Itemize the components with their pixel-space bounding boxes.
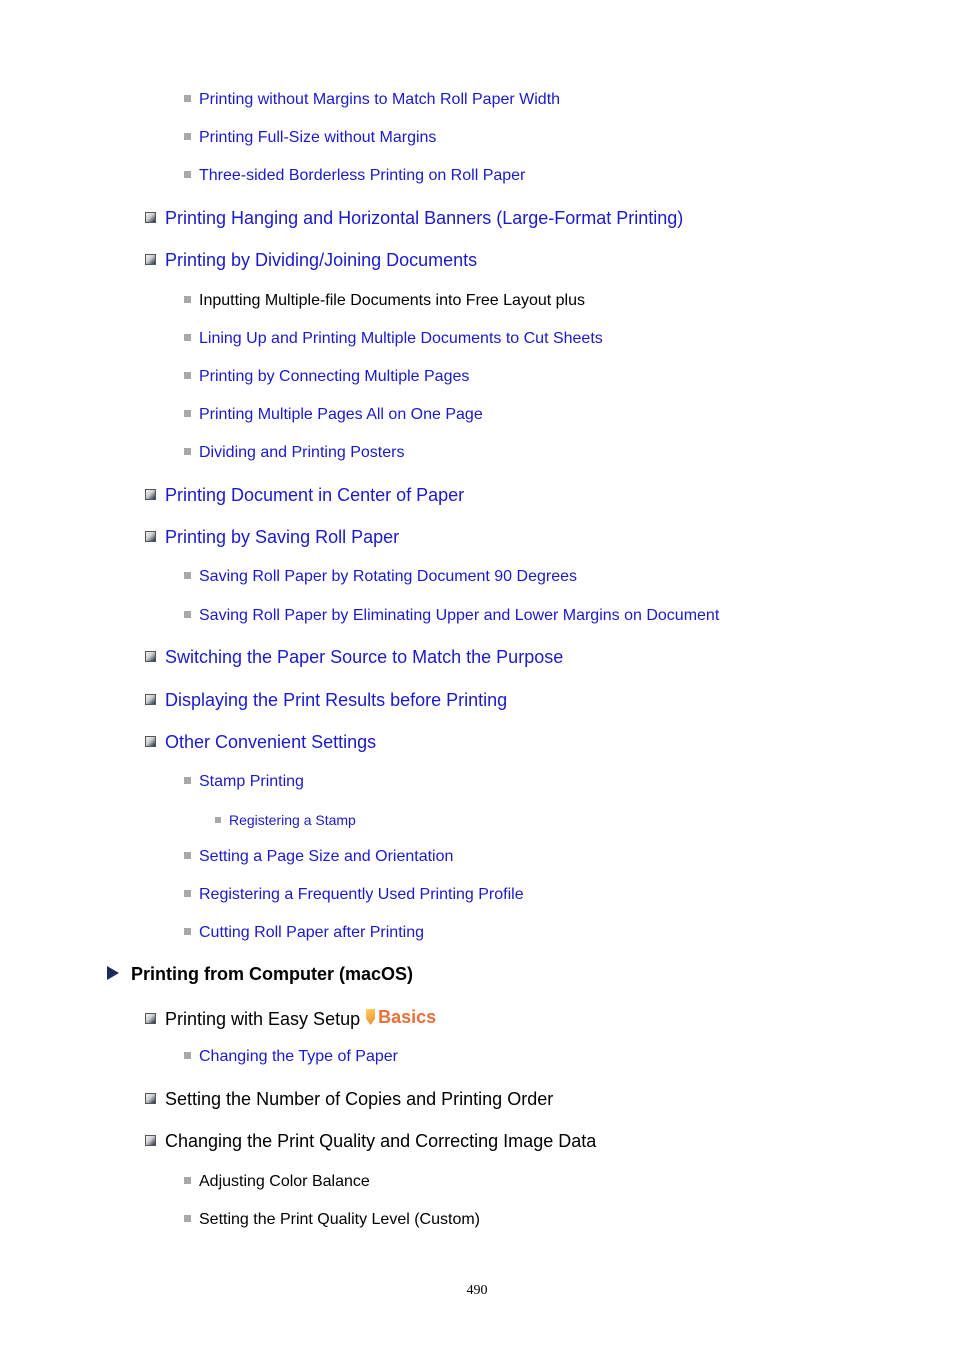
toc-link[interactable]: Registering a Frequently Used Printing Profile: [199, 886, 524, 903]
framed-square-bullet-icon: [145, 651, 156, 662]
toc-link[interactable]: Changing the Type of Paper: [199, 1048, 398, 1065]
toc-item[interactable]: [184, 407, 483, 423]
toc-item[interactable]: [184, 849, 453, 865]
framed-square-bullet-icon: [145, 212, 156, 223]
page-number: 490: [466, 1283, 488, 1298]
toc-text: Setting the Print Quality Level (Custom): [199, 1211, 481, 1228]
toc-item[interactable]: [145, 486, 464, 504]
toc-link[interactable]: Printing Multiple Pages All on One Page: [199, 406, 483, 423]
arrow-right-icon: [107, 966, 119, 980]
toc-item[interactable]: [145, 209, 683, 227]
toc-item[interactable]: [184, 925, 424, 941]
toc-link[interactable]: Printing without Margins to Match Roll Paper Width: [199, 91, 561, 108]
square-bullet-icon: [184, 95, 191, 102]
toc-item[interactable]: [184, 887, 524, 903]
toc-link[interactable]: Cutting Roll Paper after Printing: [199, 924, 424, 941]
toc-text: Inputting Multiple-file Documents into Free Layout plus: [199, 292, 585, 309]
toc-link[interactable]: Setting a Page Size and Orientation: [199, 848, 454, 865]
section-title: Printing from Computer (macOS): [131, 964, 414, 984]
toc-section-heading: [107, 965, 413, 983]
toc-text: Adjusting Color Balance: [199, 1173, 370, 1190]
toc-item[interactable]: [184, 569, 577, 585]
square-bullet-icon: [184, 777, 191, 784]
toc-item[interactable]: [184, 608, 719, 624]
toc-item[interactable]: [184, 331, 603, 347]
square-bullet-icon: [184, 171, 191, 178]
toc-item[interactable]: [145, 691, 507, 709]
toc-item[interactable]: [145, 251, 477, 269]
toc-link[interactable]: Stamp Printing: [199, 773, 304, 790]
framed-square-bullet-icon: [145, 736, 156, 747]
toc-link[interactable]: Switching the Paper Source to Match the Purpose: [165, 647, 564, 667]
square-bullet-icon: [215, 817, 221, 823]
square-bullet-icon: [184, 334, 191, 341]
square-bullet-icon: [184, 852, 191, 859]
toc-item[interactable]: [184, 774, 304, 790]
toc-item[interactable]: [184, 369, 469, 385]
toc-item[interactable]: [184, 445, 404, 461]
toc-link[interactable]: Displaying the Print Results before Printing: [165, 690, 508, 710]
toc-item[interactable]: [184, 130, 436, 146]
square-bullet-icon: [184, 1052, 191, 1059]
toc-item[interactable]: [184, 168, 525, 184]
toc-link[interactable]: Printing by Saving Roll Paper: [165, 527, 400, 547]
toc-link[interactable]: Printing Hanging and Horizontal Banners (Large-Format Printing): [165, 208, 684, 228]
toc-link[interactable]: Three-sided Borderless Printing on Roll Paper: [199, 167, 526, 184]
framed-square-bullet-icon: [145, 1093, 156, 1104]
framed-square-bullet-icon: [145, 694, 156, 705]
toc-text: Setting the Number of Copies and Printing Order: [165, 1089, 554, 1109]
framed-square-bullet-icon: [145, 254, 156, 265]
square-bullet-icon: [184, 1215, 191, 1222]
toc-link[interactable]: Registering a Stamp: [229, 812, 356, 828]
square-bullet-icon: [184, 133, 191, 140]
toc-item[interactable]: [145, 733, 376, 751]
toc-item[interactable]: [145, 528, 399, 546]
toc-item: [145, 1132, 596, 1150]
toc-link[interactable]: Dividing and Printing Posters: [199, 444, 405, 461]
toc-item: [184, 1212, 480, 1228]
toc-item: [145, 1008, 436, 1028]
toc-text: Changing the Print Quality and Correcting Image Data: [165, 1131, 597, 1151]
square-bullet-icon: [184, 372, 191, 379]
toc-item: [184, 1174, 370, 1190]
toc-item[interactable]: [184, 92, 560, 108]
square-bullet-icon: [184, 890, 191, 897]
toc-link[interactable]: Printing Full-Size without Margins: [199, 129, 437, 146]
toc-link[interactable]: Printing by Connecting Multiple Pages: [199, 368, 470, 385]
square-bullet-icon: [184, 928, 191, 935]
square-bullet-icon: [184, 1177, 191, 1184]
toc-link[interactable]: Saving Roll Paper by Eliminating Upper and Lower Margins on Document: [199, 607, 720, 624]
toc-item: [145, 1090, 553, 1108]
basics-badge: [366, 1008, 436, 1026]
framed-square-bullet-icon: [145, 1135, 156, 1146]
toc-item[interactable]: [215, 813, 356, 827]
badge-label: Basics: [378, 1007, 437, 1027]
toc-item[interactable]: [184, 1049, 398, 1065]
framed-square-bullet-icon: [145, 489, 156, 500]
toc-link[interactable]: Saving Roll Paper by Rotating Document 90 Degrees: [199, 568, 577, 585]
toc-link[interactable]: Lining Up and Printing Multiple Documents to Cut Sheets: [199, 330, 603, 347]
toc-item: [184, 293, 585, 309]
toc-link[interactable]: Other Convenient Settings: [165, 732, 377, 752]
toc-text: Printing with Easy Setup: [165, 1009, 361, 1029]
framed-square-bullet-icon: [145, 1013, 156, 1024]
toc-item[interactable]: [145, 648, 563, 666]
square-bullet-icon: [184, 410, 191, 417]
square-bullet-icon: [184, 572, 191, 579]
bookmark-icon: [366, 1009, 375, 1025]
framed-square-bullet-icon: [145, 531, 156, 542]
square-bullet-icon: [184, 296, 191, 303]
toc-link[interactable]: Printing by Dividing/Joining Documents: [165, 250, 478, 270]
toc-link[interactable]: Printing Document in Center of Paper: [165, 485, 465, 505]
square-bullet-icon: [184, 448, 191, 455]
square-bullet-icon: [184, 611, 191, 618]
